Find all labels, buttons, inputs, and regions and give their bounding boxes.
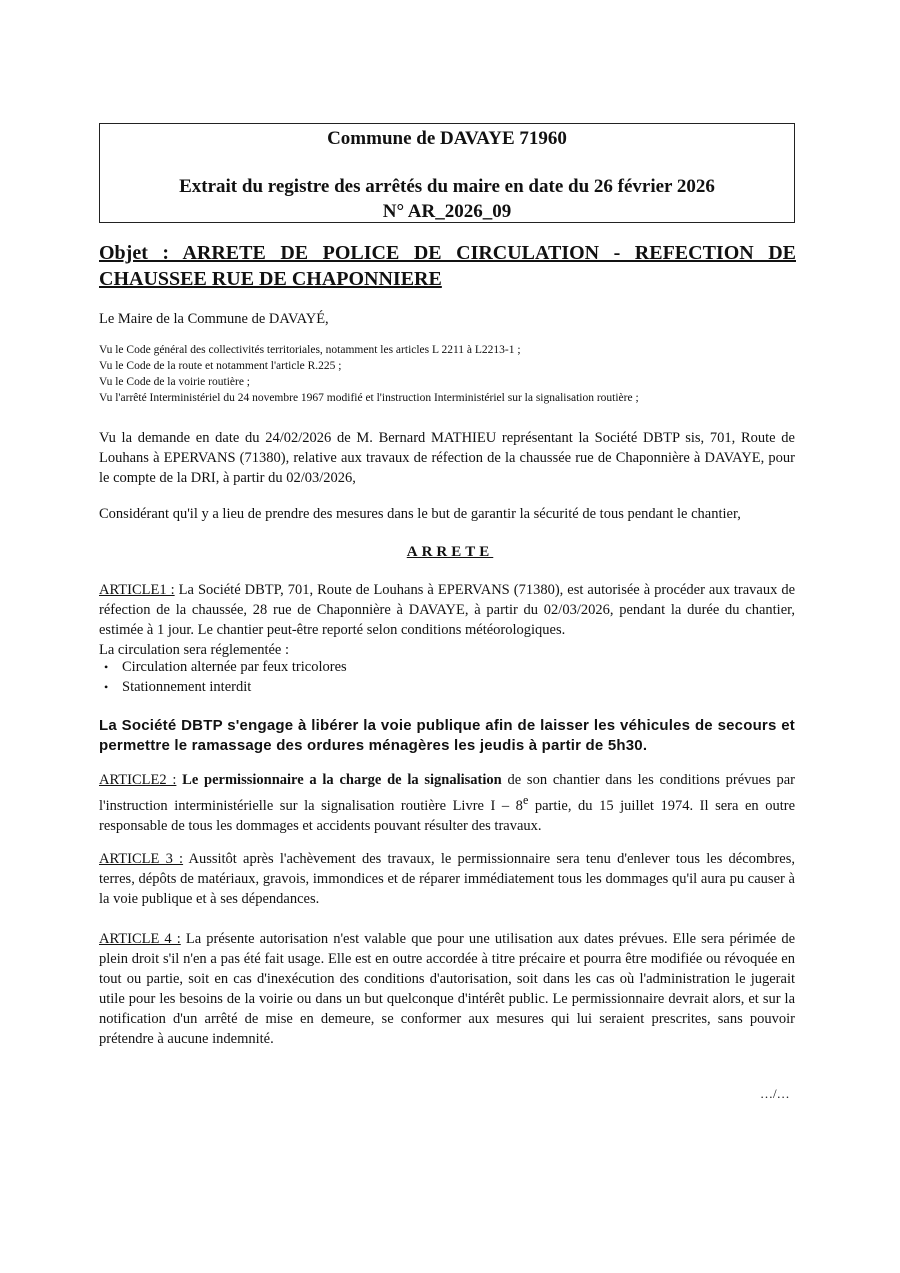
article-2 — [99, 770, 795, 836]
article-4 — [99, 929, 795, 1049]
article-2-bold-text: Le permissionnaire a la charge de la signalisation — [182, 772, 502, 788]
article-2-label: ARTICLE2 : — [99, 772, 177, 788]
article-4-text: La présente autorisation n'est valable que pour une utilisation aux dates prévues. Elle sera périmée de plein droit s'il n'en a pas été fait usage. Elle est en outre accordée à titre précaire et pourra être modifiée ou révoquée en tout ou partie, soit en cas d'inexécution des conditions d'autorisation, soit dans les cas où l'administration le jugerait utile pour les besoins de la voirie ou dans un but quelconque d'intérêt public. Le permissionnaire devrait alors, et sur la notification d'un arrêté de mise en demeure, se conformer aux mesures qui lui seraient prescrites, sans pouvoir prétendre à aucune indemnité. — [99, 931, 796, 1047]
arrete-number: N° AR_2026_09 — [382, 201, 512, 222]
article-1-label: ARTICLE1 : — [99, 582, 175, 598]
list-item: • Stationnement interdit — [104, 677, 704, 697]
list-item: • Circulation alternée par feux tricolores — [104, 657, 704, 677]
continued-mark: …/… — [760, 1086, 790, 1101]
extrait-line: Extrait du registre des arrêtés du maire en date du 26 février 2026 — [179, 176, 715, 197]
vu-line-3: Vu le Code de la voirie routière ; — [99, 376, 250, 388]
dbtp-notice: La Société DBTP s'engage à libérer la voie publique afin de laisser les véhicules de secours et permettre le ramassage des ordures ménagères les jeudis à partir de 5h30. — [99, 717, 795, 754]
maire-line: Le Maire de la Commune de DAVAYÉ, — [99, 311, 329, 327]
circulation-intro: La circulation sera réglementée : — [99, 642, 290, 658]
circulation-list — [104, 657, 704, 697]
article-4-label: ARTICLE 4 : — [99, 931, 181, 947]
article-2-sup: e — [522, 793, 529, 807]
considerant-paragraph: Considérant qu'il y a lieu de prendre des mesures dans le but de garantir la sécurité de tous pendant le chantier, — [99, 506, 741, 522]
header-box — [99, 123, 795, 223]
article-3-label: ARTICLE 3 : — [99, 851, 184, 867]
arrete-heading: ARRETE — [406, 544, 494, 560]
article-2-text-end: partie, du 15 juillet 1974. Il sera en outre responsable de tous les dommages et accidents pouvant résulter des travaux. — [99, 797, 795, 834]
article-3-text: Aussitôt après l'achèvement des travaux, le permissionnaire sera tenu d'enlever tous les décombres, terres, dépôts de matériaux, gravois, immondices et de réparer immédiatement tous les dommages qu'il aura pu causer à la voie publique et à ses dépendances. — [99, 851, 795, 907]
vu-line-2: Vu le Code de la route et notamment l'article R.225 ; — [99, 360, 342, 372]
article-3 — [99, 849, 795, 909]
demande-paragraph: Vu la demande en date du 24/02/2026 de M. Bernard MATHIEU représentant la Société DBTP sis, 701, Route de Louhans à EPERVANS (71380), relative aux travaux de réfection de la chaussée rue de Chaponnière à DAVAYE, pour le compte de la DRI, à partir du 02/03/2026, — [99, 430, 795, 486]
article-2-text: de son chantier dans les conditions prévues par l'instruction interministérielle sur la signalisation routière Livre I – 8 — [99, 772, 796, 814]
vu-line-1: Vu le Code général des collectivités territoriales, notamment les articles L 2211 à L2213-1 ; — [99, 344, 521, 356]
article-1-text: La Société DBTP, 701, Route de Louhans à EPERVANS (71380), est autorisée à procéder aux travaux de réfection de la chaussée, 28 rue de Chaponnière à DAVAYE, à partir du 02/03/2026, pendant la durée du chantier, estimée à 1 jour. Le chantier peut-être reporté selon conditions météorologiques. — [99, 582, 796, 638]
article-1 — [99, 580, 795, 640]
objet-title: Objet : ARRETE DE POLICE DE CIRCULATION - REFECTION DE CHAUSSEE RUE DE CHAPONNIERE — [99, 242, 796, 290]
vu-line-4: Vu l'arrêté Interministériel du 24 novembre 1967 modifié et l'instruction Interministériel sur la signalisation routière ; — [99, 392, 639, 404]
commune-title: Commune de DAVAYE 71960 — [327, 128, 567, 149]
